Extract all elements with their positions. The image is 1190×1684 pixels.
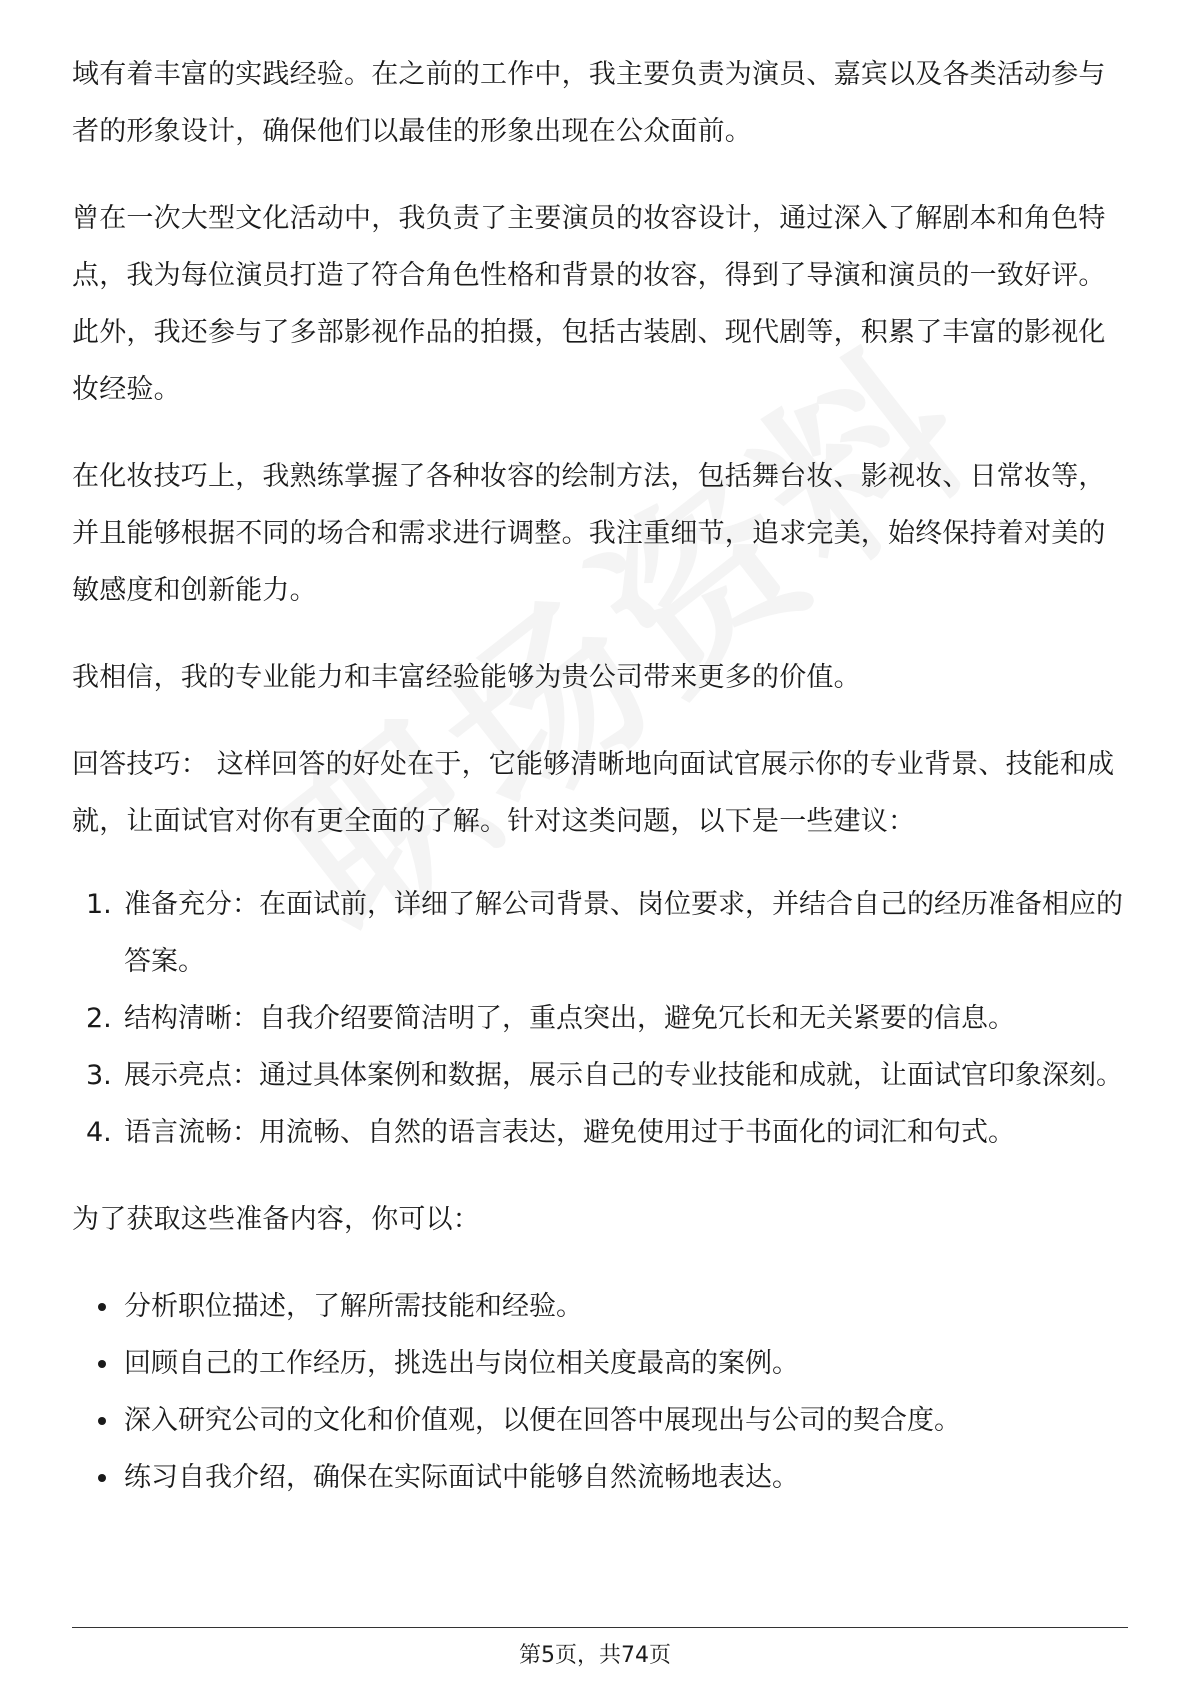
- paragraph-achievement: 曾在一次大型文化活动中，我负责了主要演员的妆容设计，通过深入了解剧本和角色特点，我为每位演员打造了符合角色性格和背景的妆容，得到了导演和演员的一致好评。此外，我还参与了多部影视作品的拍摄，包括古装剧、现代剧等，积累了丰富的影视化妆经验。: [72, 203, 1106, 405]
- list-number: 4.: [86, 1117, 112, 1148]
- list-item: [72, 1104, 1128, 1161]
- bullet-icon: [98, 1303, 106, 1311]
- list-item-text: 准备充分：在面试前，详细了解公司背景、岗位要求，并结合自己的经历准备相应的答案。: [124, 889, 1123, 977]
- bullet-icon: [98, 1360, 106, 1368]
- paragraph-skills: 在化妆技巧上，我熟练掌握了各种妆容的绘制方法，包括舞台妆、影视妆、日常妆等，并且能够根据不同的场合和需求进行调整。我注重细节，追求完美，始终保持着对美的敏感度和创新能力。: [72, 461, 1106, 606]
- paragraph-experience: 域有着丰富的实践经验。在之前的工作中，我主要负责为演员、嘉宾以及各类活动参与者的形象设计，确保他们以最佳的形象出现在公众面前。: [72, 59, 1106, 147]
- numbered-list: [72, 876, 1128, 1161]
- list-number: 1.: [86, 889, 112, 920]
- paragraph-tips: 回答技巧： 这样回答的好处在于，它能够清晰地向面试官展示你的专业背景、技能和成就，让面试官对你有更全面的了解。针对这类问题，以下是一些建议：: [72, 749, 1115, 837]
- list-item: [72, 1392, 1128, 1449]
- list-item: [72, 1278, 1128, 1335]
- list-number: 2.: [86, 1003, 112, 1034]
- bullet-list: [72, 1278, 1128, 1506]
- list-item-text: 分析职位描述，了解所需技能和经验。: [124, 1291, 583, 1322]
- list-item: [72, 1449, 1128, 1506]
- list-item-text: 语言流畅：用流畅、自然的语言表达，避免使用过于书面化的词汇和句式。: [124, 1117, 1015, 1148]
- bullet-icon: [98, 1474, 106, 1482]
- list-item: [72, 1047, 1128, 1104]
- list-item-text: 练习自我介绍，确保在实际面试中能够自然流畅地表达。: [124, 1462, 799, 1493]
- paragraph-intro: 为了获取这些准备内容，你可以：: [72, 1204, 480, 1235]
- footer-divider: [72, 1627, 1128, 1628]
- bullet-icon: [98, 1417, 106, 1425]
- page-number: 第5页，共74页: [519, 1643, 671, 1668]
- list-item-text: 深入研究公司的文化和价值观，以便在回答中展现出与公司的契合度。: [124, 1405, 961, 1436]
- list-item: [72, 990, 1128, 1047]
- list-item-text: 回顾自己的工作经历，挑选出与岗位相关度最高的案例。: [124, 1348, 799, 1379]
- document-body: [72, 46, 1128, 1506]
- paragraph-value: 我相信，我的专业能力和丰富经验能够为贵公司带来更多的价值。: [72, 662, 861, 693]
- list-number: 3.: [86, 1060, 112, 1091]
- list-item: [72, 1335, 1128, 1392]
- list-item-text: 结构清晰：自我介绍要简洁明了，重点突出，避免冗长和无关紧要的信息。: [124, 1003, 1015, 1034]
- list-item: [72, 876, 1128, 990]
- list-item-text: 展示亮点：通过具体案例和数据，展示自己的专业技能和成就，让面试官印象深刻。: [124, 1060, 1123, 1091]
